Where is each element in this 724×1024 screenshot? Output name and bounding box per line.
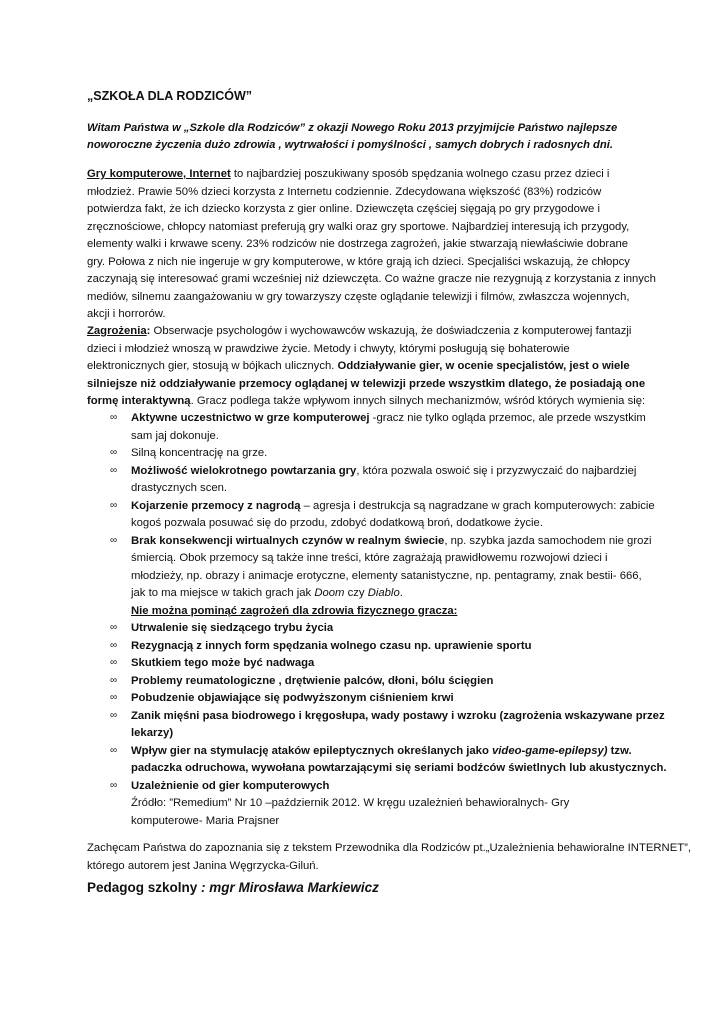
threats-line-5-rest: . Gracz podlega także wpływom innych silnych mechanizmów, wśród których wymienia się: <box>190 395 646 407</box>
threats-line-5-bold: formę interaktywną <box>87 395 191 407</box>
list-item-bold: Aktywne uczestnictwo w grze komputerowej <box>131 412 370 424</box>
bullet-icon: ∞ <box>110 779 118 791</box>
intro-line-1 <box>87 167 609 181</box>
list-item: Pobudzenie objawiające się podwyższonym ciśnieniem krwi <box>131 692 454 704</box>
threats-line-3-bold: Oddziaływanie gier, w ocenie specjalistów, jest o wiele <box>337 360 630 372</box>
list-item-text: tzw. <box>607 744 632 757</box>
list-item-continuation: śmiercią. Obok przemocy są także inne treści, które zagrażają prawidłowemu rozwojowi dzieci i <box>131 552 608 564</box>
document-title: „SZKOŁA DLA RODZICÓW” <box>87 89 253 103</box>
game-title-diablo: Diablo <box>367 587 400 599</box>
bullet-icon: ∞ <box>110 692 118 703</box>
bullet-icon: ∞ <box>110 447 118 458</box>
signature-name: : mgr Mirosława Markiewicz <box>201 880 379 895</box>
list-item-continuation: lekarzy) <box>131 727 174 739</box>
list-item <box>131 534 652 548</box>
source-citation: Źródło: ”Remedium” Nr 10 –październik 2012. W kręgu uzależnień behawioralnych- Gry <box>131 797 570 809</box>
wishes-line-2: noworoczne życzenia dużo zdrowia , wytrwałości i pomyślności , samych dobrych i radosnych dni. <box>87 139 613 151</box>
list-item-bold: Brak konsekwencji wirtualnych czynów w realnym świecie <box>131 534 445 547</box>
list-item <box>131 464 636 478</box>
intro-line-1-rest: to najbardziej poszukiwany sposób spędzania wolnego czasu przez dzieci i <box>230 168 610 180</box>
list-item: Problemy reumatologiczne , drętwienie palców, dłoni, bólu ścięgien <box>131 674 494 687</box>
list-item-continuation: padaczka odruchowa, wywołana powtarzającymi się seriami bodźców świetlnych lub akustycznych. <box>131 762 667 774</box>
list-item: Silną koncentrację na grze. <box>131 447 268 459</box>
threats-line-5 <box>87 394 645 408</box>
intro-line: zręcznościowe, chłopcy natomiast preferują gry walki oraz gry sportowe. Najbardziej interesują ich przygody, <box>87 220 630 233</box>
intro-line: potwierdza fakt, że ich dziecko korzysta z gier online. Dziewczęta częściej sięgają po gry przygodowe i <box>87 203 600 215</box>
threats-line-3 <box>87 359 630 373</box>
intro-line: zaczynają się interesować grami wcześniej niż dziewczęta. Co ważne gracze nie rezygnują z korzystania z innych <box>87 273 656 285</box>
list-item-text: czy <box>344 587 368 599</box>
health-heading: Nie można pominąć zagrożeń dla zdrowia fizycznego gracza: <box>131 604 458 617</box>
wishes-line-1: Witam Państwa w „Szkole dla Rodziców” z okazji Nowego Roku 2013 przyjmijcie Państwo najlepsze <box>87 122 618 134</box>
list-item-text: jak to ma miejsce w takich grach jak <box>131 587 315 599</box>
list-item-term: video-game-epilepsy) <box>492 744 608 757</box>
threats-line-4: silniejsze niż oddziaływanie przemocy oglądanej w telewizji przede wszystkim dlatego, że posiadają one <box>87 377 646 390</box>
list-item-text: , która pozwala oswoić się i przyzwyczaić do najbardziej <box>356 464 637 477</box>
list-item: Zanik mięśni pasa biodrowego i kręgosłupa, wady postawy i wzroku (zagrożenia wskazywane przez <box>131 709 665 722</box>
threats-label: Zagrożenia <box>87 325 147 337</box>
closing-line-1: Zachęcam Państwa do zapoznania się z tekstem Przewodnika dla Rodziców pt.„Uzależnienia behawioralne INTERNET”, <box>87 842 692 854</box>
bullet-icon: ∞ <box>110 639 118 651</box>
list-item-continuation: drastycznych scen. <box>131 482 228 494</box>
bullet-icon: ∞ <box>110 657 118 668</box>
threats-line-1-rest: Obserwacje psychologów i wychowawców wskazują, że doświadczenia z komputerowej fantazji <box>150 325 632 337</box>
bullet-icon: ∞ <box>110 674 118 686</box>
signature <box>87 880 379 895</box>
threats-colon: : <box>146 325 151 337</box>
list-item-text: , np. szybka jazda samochodem nie grozi <box>444 534 652 547</box>
bullet-icon: ∞ <box>110 622 118 633</box>
list-item-text: -gracz nie tylko ogląda przemoc, ale przede wszystkim <box>369 412 646 424</box>
bullet-icon: ∞ <box>110 709 118 721</box>
source-citation: komputerowe- Maria Prajsner <box>131 814 280 827</box>
list-item-text: . <box>399 587 403 599</box>
list-item-continuation: sam jaj dokonuje. <box>131 429 219 442</box>
intro-line: mediów, silnemu zaangażowaniu w gry towarzyszy częste oglądanie telewizji i filmów, zwłaszcza wojennych, <box>87 290 630 303</box>
list-item <box>131 411 646 425</box>
list-item <box>131 499 655 513</box>
list-item <box>131 744 632 758</box>
threats-line-1 <box>87 324 631 338</box>
bullet-icon: ∞ <box>110 412 118 423</box>
bullet-icon: ∞ <box>110 464 118 476</box>
closing-line-2: którego autorem jest Janina Węgrzycka-Giluń. <box>87 859 319 872</box>
list-item-bold: Możliwość wielokrotnego powtarzania gry <box>131 464 357 477</box>
list-item-continuation: kogoś pozwala posuwać się do przodu, zdobyć dodatkową broń, dodatkowe życie. <box>131 517 543 529</box>
list-item: Utrwalenie się siedzącego trybu życia <box>131 622 334 634</box>
signature-label: Pedagog szkolny <box>87 880 202 895</box>
list-item-text: – agresja i destrukcja są nagradzane w grach komputerowych: zabicie <box>300 499 655 512</box>
game-title-doom: Doom <box>314 587 345 599</box>
bullet-icon: ∞ <box>110 499 118 511</box>
threats-line-3-plain: elektronicznych gier, stosują w bójkach ulicznych. <box>87 360 338 372</box>
list-item-continuation <box>131 586 403 600</box>
list-item-continuation: młodzieży, np. obrazy i animacje erotyczne, elementy satanistyczne, np. pentagramy, znak bestii- 666, <box>131 569 642 582</box>
intro-line: młodzież. Prawie 50% dzieci korzysta z Internetu codziennie. Zdecydowana większość (83%) rodziców <box>87 185 602 198</box>
intro-lead: Gry komputerowe, Internet <box>87 168 231 180</box>
threats-line-2: dzieci i młodzież wnoszą w prawdziwe życie. Metody i chwyty, którymi posługują się bohaterowie <box>87 342 570 355</box>
list-item: Skutkiem tego może być nadwaga <box>131 657 315 669</box>
list-item-text: Wpływ gier na stymulację ataków epileptycznych określanych jako <box>131 744 493 757</box>
list-item-bold: Kojarzenie przemocy z nagrodą <box>131 499 301 512</box>
intro-line: akcji i horrorów. <box>87 308 166 320</box>
list-item: Rezygnacją z innych form spędzania wolnego czasu np. uprawienie sportu <box>131 639 532 652</box>
bullet-icon: ∞ <box>110 744 118 756</box>
list-item: Uzależnienie od gier komputerowych <box>131 779 330 792</box>
bullet-icon: ∞ <box>110 534 118 546</box>
intro-line: gry. Połowa z nich nie ingeruje w gry komputerowe, w które grają ich dzieci. Specjaliści wskazują, że chłopcy <box>87 255 630 268</box>
intro-line: elementy walki i krwawe sceny. 23% rodziców nie dostrzega zagrożeń, jakie stwarzają niewłaściwie dobrane <box>87 238 629 250</box>
